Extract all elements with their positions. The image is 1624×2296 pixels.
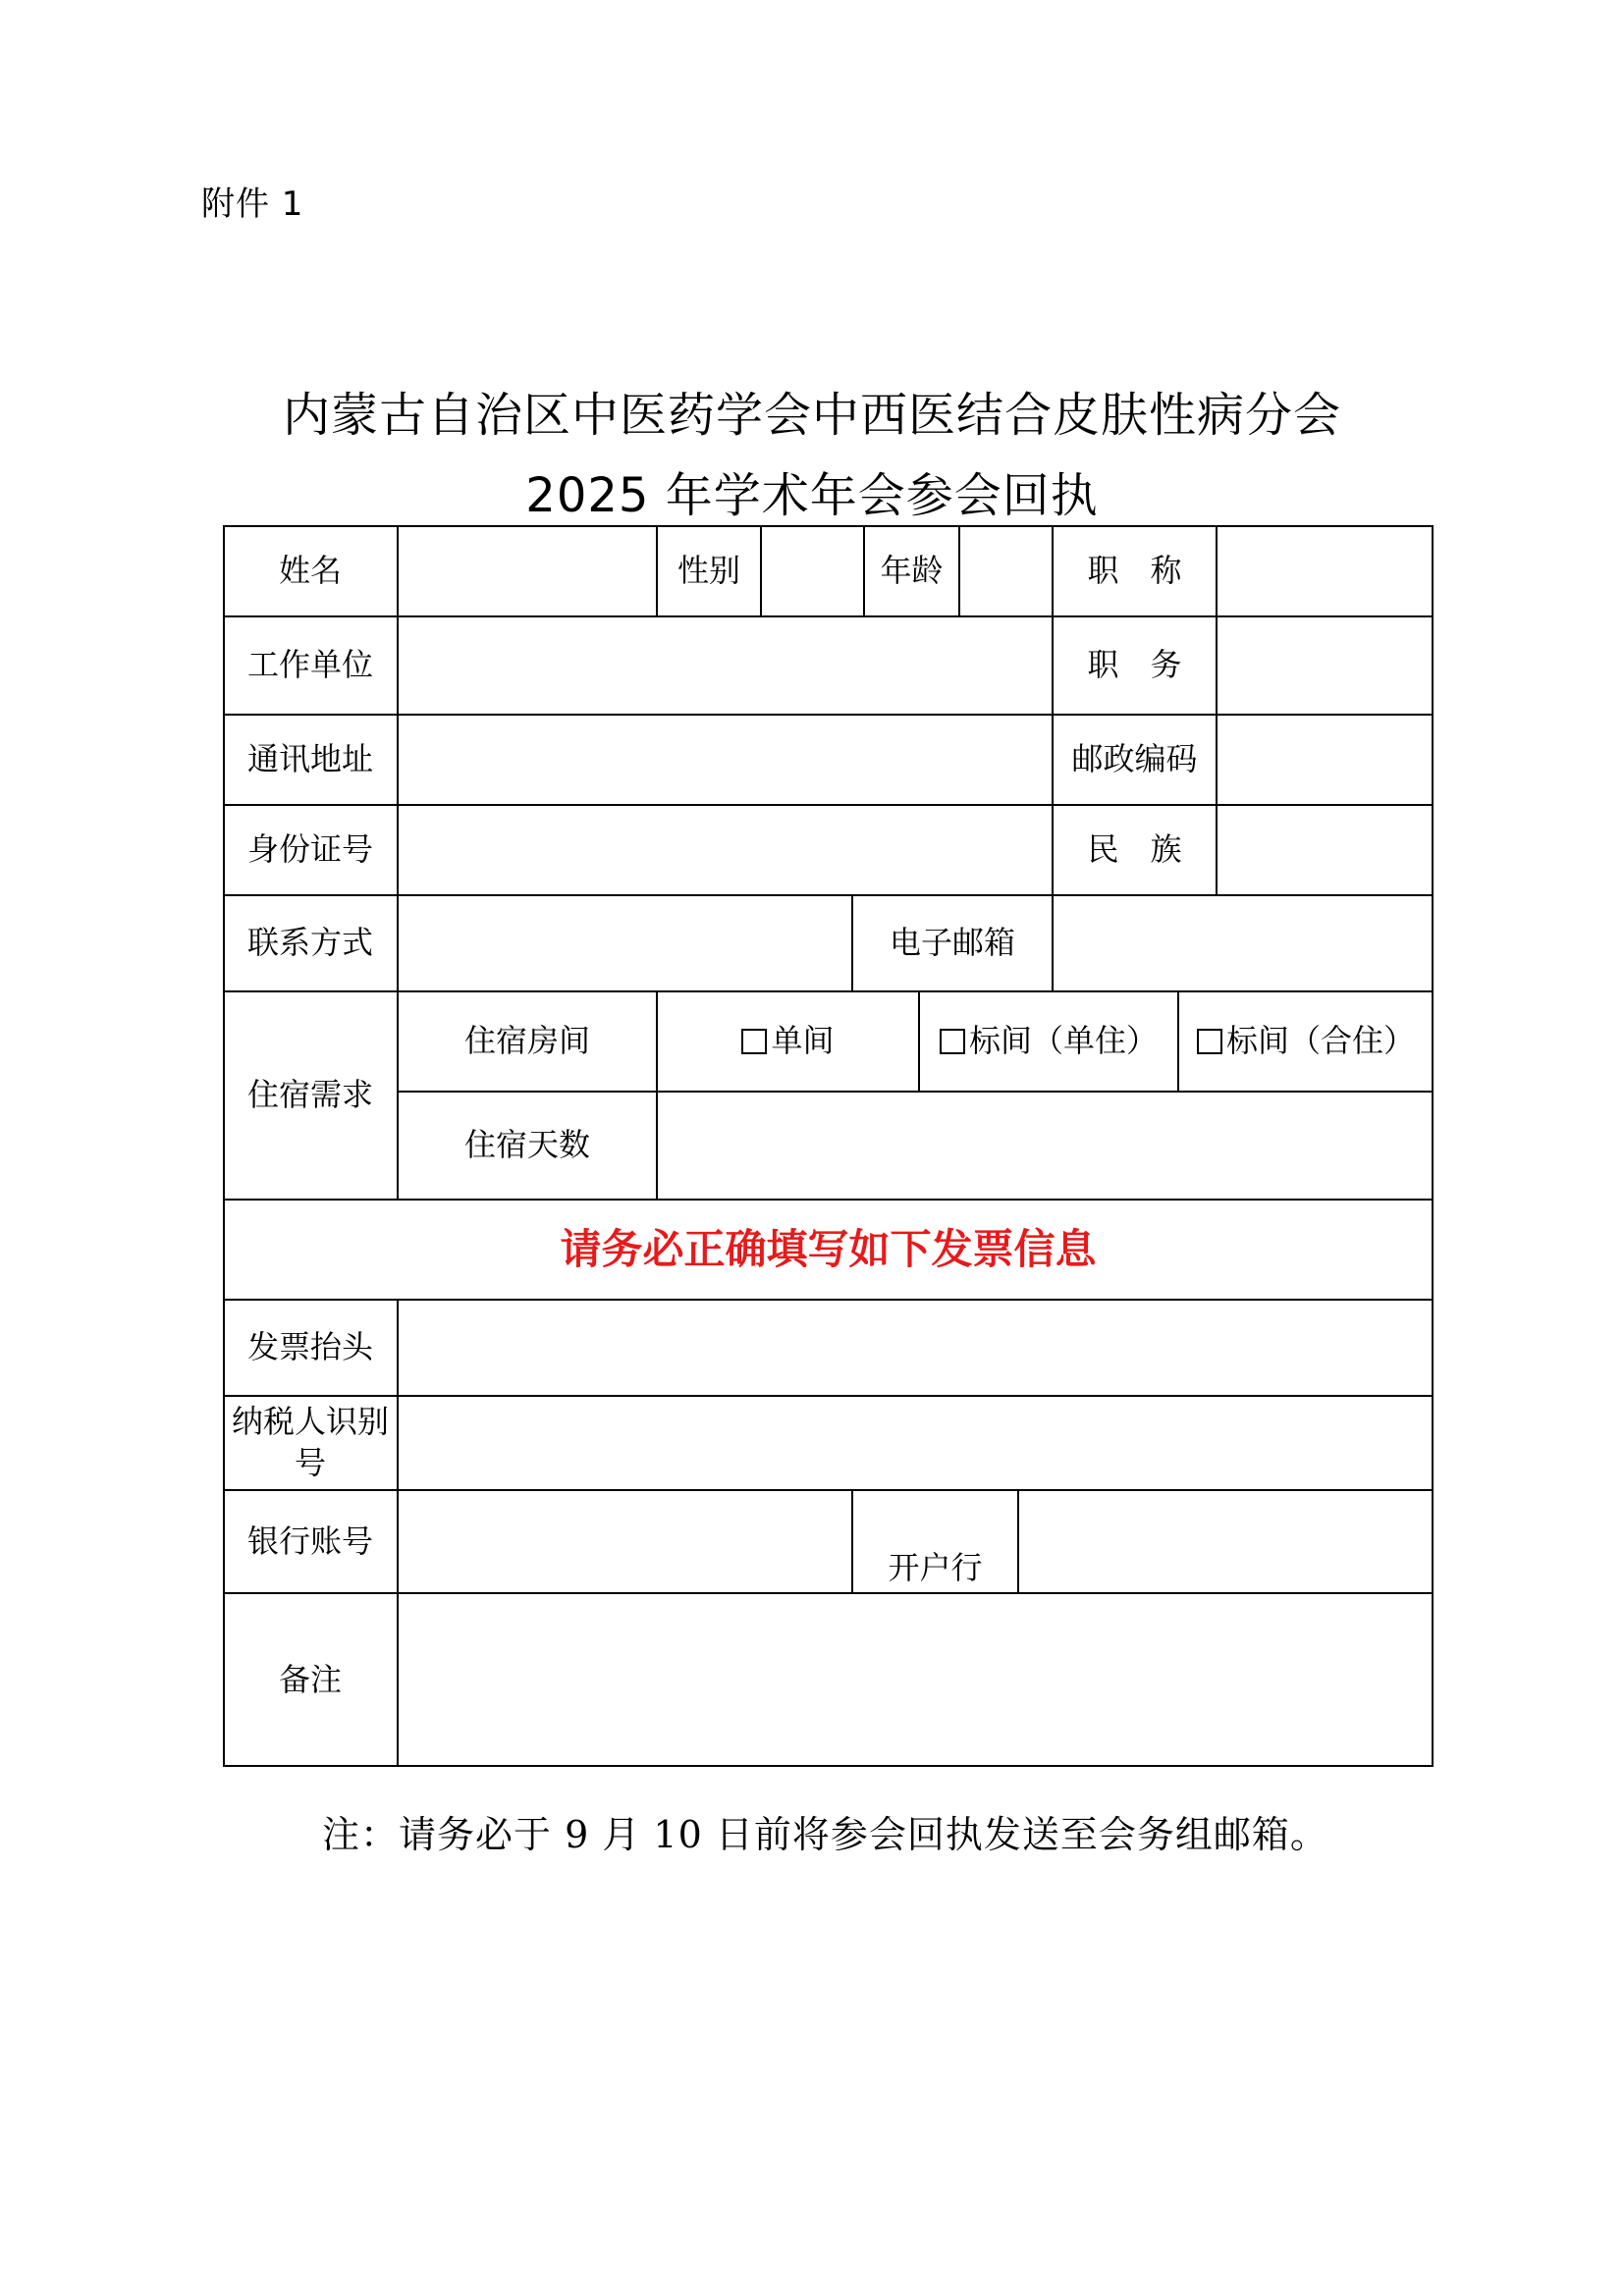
email-field[interactable]	[1053, 895, 1434, 991]
gender-field[interactable]	[761, 525, 864, 616]
checkbox-icon[interactable]	[741, 1029, 767, 1054]
room-type-label: 住宿房间	[463, 1022, 590, 1060]
bank-name-label: 开户行	[888, 1549, 983, 1587]
ethnicity-field[interactable]	[1217, 805, 1434, 895]
age-field[interactable]	[959, 525, 1053, 616]
age-label: 年龄	[880, 551, 944, 589]
id-number-field[interactable]	[398, 805, 1053, 895]
position-field[interactable]	[1217, 616, 1434, 715]
bank-name-field[interactable]	[1018, 1490, 1434, 1593]
page-title-line1: 内蒙古自治区中医药学会中西医结合皮肤性病分会	[282, 388, 1341, 443]
nights-label: 住宿天数	[463, 1126, 590, 1164]
checkbox-icon[interactable]	[1197, 1029, 1222, 1054]
invoice-notice: 请务必正确填写如下发票信息	[560, 1224, 1097, 1273]
page-title-line2: 2025 年学术年会参会回执	[525, 468, 1099, 523]
room-option-standard-single[interactable]: 标间（单住）	[919, 991, 1178, 1092]
taxpayer-id-field[interactable]	[398, 1396, 1434, 1490]
nights-field[interactable]	[657, 1092, 1434, 1200]
remarks-label: 备注	[278, 1660, 342, 1698]
contact-label: 联系方式	[246, 924, 373, 962]
checkbox-icon[interactable]	[940, 1029, 965, 1054]
attachment-label: 附件 1	[201, 185, 304, 224]
job-title-field[interactable]	[1217, 525, 1434, 616]
name-field[interactable]	[398, 525, 657, 616]
email-label: 电子邮箱	[889, 924, 1015, 962]
remarks-field[interactable]	[398, 1593, 1434, 1767]
contact-field[interactable]	[398, 895, 852, 991]
name-label: 姓名	[278, 551, 342, 589]
invoice-title-field[interactable]	[398, 1300, 1434, 1396]
room-option-single[interactable]: 单间	[657, 991, 919, 1092]
postcode-label: 邮政编码	[1071, 740, 1198, 778]
work-unit-field[interactable]	[398, 616, 1053, 715]
work-unit-label: 工作单位	[246, 646, 373, 684]
position-label: 职 务	[1087, 646, 1182, 684]
postcode-field[interactable]	[1217, 715, 1434, 805]
taxpayer-id-label: 纳税人识别号	[231, 1403, 389, 1481]
bank-account-field[interactable]	[398, 1490, 852, 1593]
footer-note: 注：请务必于 9 月 10 日前将参会回执发送至会务组邮箱。	[322, 1813, 1328, 1856]
registration-form	[223, 525, 1434, 1767]
bank-account-label: 银行账号	[246, 1522, 373, 1560]
address-label: 通讯地址	[246, 740, 373, 778]
address-field[interactable]	[398, 715, 1053, 805]
id-number-label: 身份证号	[246, 830, 373, 869]
job-title-label: 职 称	[1087, 551, 1182, 589]
lodging-label: 住宿需求	[246, 1076, 373, 1114]
gender-label: 性别	[677, 551, 740, 589]
room-option-standard-shared[interactable]: 标间（合住）	[1178, 991, 1434, 1092]
invoice-title-label: 发票抬头	[246, 1328, 373, 1366]
ethnicity-label: 民 族	[1087, 830, 1182, 869]
